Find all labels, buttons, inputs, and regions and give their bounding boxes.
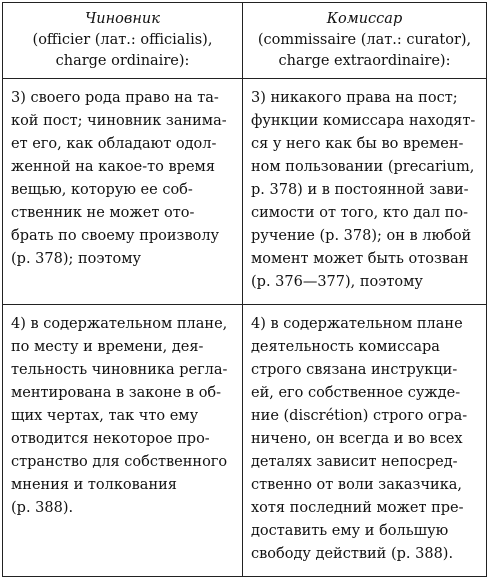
column-subtitle-line: charge ordinaire):	[55, 53, 190, 69]
text-line: 3) своего рода право на та-	[11, 90, 219, 106]
header-row	[3, 3, 487, 79]
text-line: кой пост; чиновник занима-	[11, 113, 227, 129]
table-row	[3, 79, 487, 305]
column-subtitle-line: (commissaire (лат.: curator),	[257, 32, 472, 48]
text-line: вещью, которую ее соб-	[11, 182, 193, 198]
text-line: доставить ему и большую	[251, 523, 449, 539]
table-cell	[243, 79, 487, 305]
header-cell-officier	[3, 3, 243, 79]
text-line: ственник не может ото-	[11, 205, 195, 221]
text-line: ственно от воли заказчика,	[251, 477, 463, 493]
text-line: ручение (p. 378); он в любой	[251, 228, 472, 244]
comparison-table	[2, 2, 487, 577]
header-cell-commissaire	[243, 3, 487, 79]
table-cell	[243, 305, 487, 577]
text-line: (p. 378); поэтому	[11, 251, 142, 267]
text-line: 4) в содержательном плане,	[11, 316, 228, 332]
text-line: щих чертах, так что ему	[11, 408, 199, 424]
text-line: симости от того, кто дал по-	[251, 205, 468, 221]
text-line: ном пользовании (precarium,	[251, 159, 475, 175]
text-line: ся у него как бы во времен-	[251, 136, 464, 152]
text-line: ние (discrétion) строго огра-	[251, 408, 468, 424]
column-title: Чиновник	[85, 11, 160, 27]
column-subtitle-line: charge extraordinaire):	[278, 53, 451, 69]
text-line: ет его, как обладают одол-	[11, 136, 217, 152]
text-line: брать по своему произволу	[11, 228, 220, 244]
table-cell	[3, 79, 243, 305]
text-line: строго связана инструкци-	[251, 362, 458, 378]
text-line: (p. 376—377), поэтому	[251, 274, 423, 290]
table-cell	[3, 305, 243, 577]
text-line: ничено, он всегда и во всех	[251, 431, 463, 447]
text-line: 4) в содержательном плане	[251, 316, 463, 332]
text-line: свободу действий (p. 388).	[251, 546, 454, 562]
text-line: ей, его собственное сужде-	[251, 385, 461, 401]
text-line: женной на какое-то время	[11, 159, 215, 175]
text-line: ментирована в законе в об-	[11, 385, 222, 401]
column-subtitle-line: (officier (лат.: officialis),	[32, 32, 213, 48]
text-line: (p. 388).	[11, 500, 74, 516]
text-line: тельность чиновника регла-	[11, 362, 228, 378]
text-line: хотя последний может пре-	[251, 500, 464, 516]
text-line: по месту и времени, дея-	[11, 339, 204, 355]
text-line: странство для собственного	[11, 454, 228, 470]
column-title: Комиссар	[326, 11, 403, 27]
text-line: p. 378) и в постоянной зави-	[251, 182, 469, 198]
table-row	[3, 305, 487, 577]
text-line: момент может быть отозван	[251, 251, 469, 267]
text-line: деталях зависит непосред-	[251, 454, 458, 470]
text-line: деятельность комиссара	[251, 339, 440, 355]
text-line: мнения и толкования	[11, 477, 177, 493]
text-line: 3) никакого права на пост;	[251, 90, 458, 106]
text-line: функции комиссара находят-	[251, 113, 476, 129]
text-line: отводится некоторое про-	[11, 431, 210, 447]
